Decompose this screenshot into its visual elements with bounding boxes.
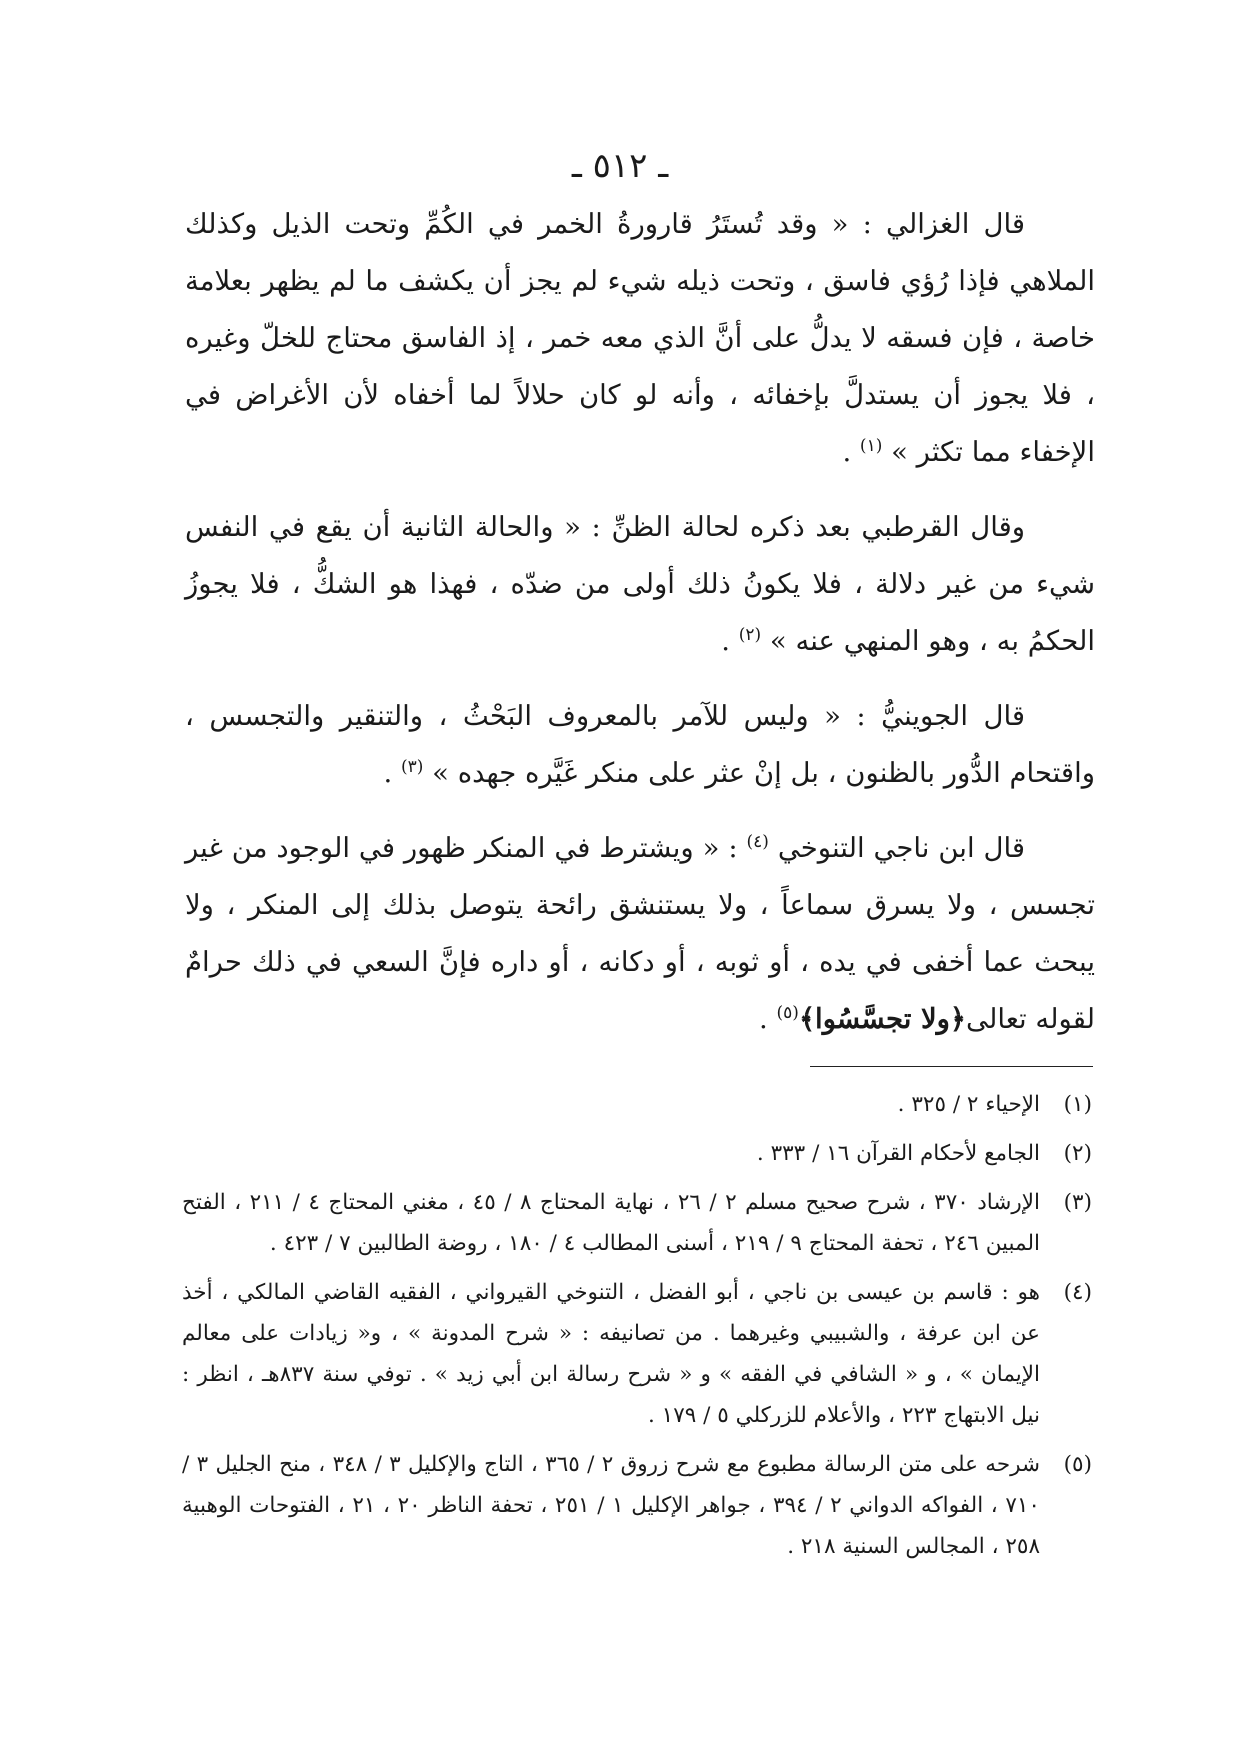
paragraph-text: قال الجوينيُّ : « وليس للآمر بالمعروف البَحْثُ ، والتنقير والتجسس ، واقتحام الدُّور بالظنون ، بل إنْ عثر على منكر غَيَّره جهده » bbox=[185, 700, 1095, 789]
footnote-2 bbox=[182, 1133, 1092, 1174]
footnote-number: (٢) bbox=[1063, 1141, 1092, 1166]
footnote-3 bbox=[182, 1182, 1092, 1264]
footnote-text: الإرشاد ٣٧٠ ، شرح صحيح مسلم ٢ / ٢٦ ، نهاية المحتاج ٨ / ٤٥ ، مغني المحتاج ٤ / ٢١١ ، الفتح المبين ٢٤٦ ، تحفة المحتاج ٩ / ٢١٩ ، أسنى المطالب ٤ / ١٨٠ ، روضة الطالبين ٧ / ٤٢٣ . bbox=[182, 1190, 1040, 1256]
paragraph-qurtubi bbox=[185, 499, 1095, 670]
page-number: ـ ٥١٢ ـ bbox=[571, 146, 669, 186]
paragraph-ibn-naji bbox=[185, 820, 1095, 1048]
paragraph-text: قال ابن ناجي التنوخي bbox=[768, 832, 1025, 864]
footnote-1 bbox=[182, 1084, 1092, 1125]
footnote-4 bbox=[182, 1272, 1092, 1436]
footnote-number: (٤) bbox=[1063, 1280, 1092, 1305]
paragraph-ghazali bbox=[185, 196, 1095, 481]
footnote-number: (٥) bbox=[1063, 1452, 1092, 1477]
footnote-number: (٣) bbox=[1063, 1190, 1092, 1215]
paragraph-text: : « ويشترط في المنكر ظهور في الوجود من غير تجسس ، ولا يسرق سماعاً ، ولا يستنشق رائحة يتوصل بذلك إلى المنكر ، ولا يبحث عما أخفى في يده ، أو ثوبه ، أو دكانه ، أو داره فإنَّ السعي في ذلك حرامٌ لقوله تعالى bbox=[185, 832, 1095, 1035]
paragraph-juwayni bbox=[185, 688, 1095, 802]
paragraph-text: قال الغزالي : « وقد تُستَرُ قارورةُ الخمر في الكُمِّ وتحت الذيل وكذلك الملاهي فإذا رُؤي فاسق ، وتحت ذيله شيء لم يجز أن يكشف ما لم يظهر بعلامة خاصة ، فإن فسقه لا يدلُّ على أنَّ الذي معه خمر ، إذ الفاسق محتاج للخلّ وغيره ، فلا يجوز أن يستدلَّ بإخفائه ، وأنه لو كان حلالاً لما أخفاه لأن الأغراض في الإخفاء مما تكثر » bbox=[185, 208, 1095, 468]
footnote-text: شرحه على متن الرسالة مطبوع مع شرح زروق ٢ / ٣٦٥ ، التاج والإكليل ٣ / ٣٤٨ ، منح الجليل ٣ / ٧١٠ ، الفواكه الدواني ٢ / ٣٩٤ ، جواهر الإكليل ١ / ٢٥١ ، تحفة الناظر ٢٠ ، ٢١ ، الفتوحات الوهبية ٢٥٨ ، المجالس السنية ٢١٨ . bbox=[182, 1452, 1040, 1559]
paragraph-text: وقال القرطبي بعد ذكره لحالة الظنِّ : « والحالة الثانية أن يقع في النفس شيء من غير دلالة ، فلا يكونُ ذلك أولى من ضدّه ، فهذا هو الشكُّ ، فلا يجوزُ الحكمُ به ، وهو المنهي عنه » bbox=[185, 511, 1095, 657]
footnote-number: (١) bbox=[1063, 1092, 1092, 1117]
footnote-separator bbox=[810, 1066, 1093, 1067]
main-text bbox=[185, 196, 1095, 1066]
period: . bbox=[383, 757, 401, 789]
footnote-5 bbox=[182, 1444, 1092, 1567]
period: . bbox=[842, 436, 860, 468]
period: . bbox=[721, 625, 739, 657]
period: . bbox=[759, 1003, 777, 1035]
note-ref: (٤) bbox=[746, 831, 769, 852]
footnote-text: الإحياء ٢ / ٣٢٥ . bbox=[897, 1092, 1040, 1117]
footnotes bbox=[182, 1084, 1092, 1575]
footnote-text: هو : قاسم بن عيسى بن ناجي ، أبو الفضل ، التنوخي القيرواني ، الفقيه القاضي المالكي ، أخذ عن ابن عرفة ، والشبيبي وغيرهما . من تصانيفه : « شرح المدونة » ، و« زيادات على معالم الإيمان » ، و « الشافي في الفقه » و « شرح رسالة ابن أبي زيد » . توفي سنة ٨٣٧هـ ، انظر : نيل الابتهاج ٢٢٣ ، والأعلام للزركلي ٥ / ١٧٩ . bbox=[182, 1280, 1041, 1428]
note-ref: (٢) bbox=[738, 624, 762, 645]
footnote-text: الجامع لأحكام القرآن ١٦ / ٣٣٣ . bbox=[756, 1141, 1040, 1166]
note-ref: (٥) bbox=[776, 1002, 799, 1023]
note-ref: (١) bbox=[859, 435, 883, 456]
note-ref: (٣) bbox=[400, 756, 424, 777]
quran-verse: ﴿ولا تجسَّسُوا﴾ bbox=[798, 1003, 967, 1035]
